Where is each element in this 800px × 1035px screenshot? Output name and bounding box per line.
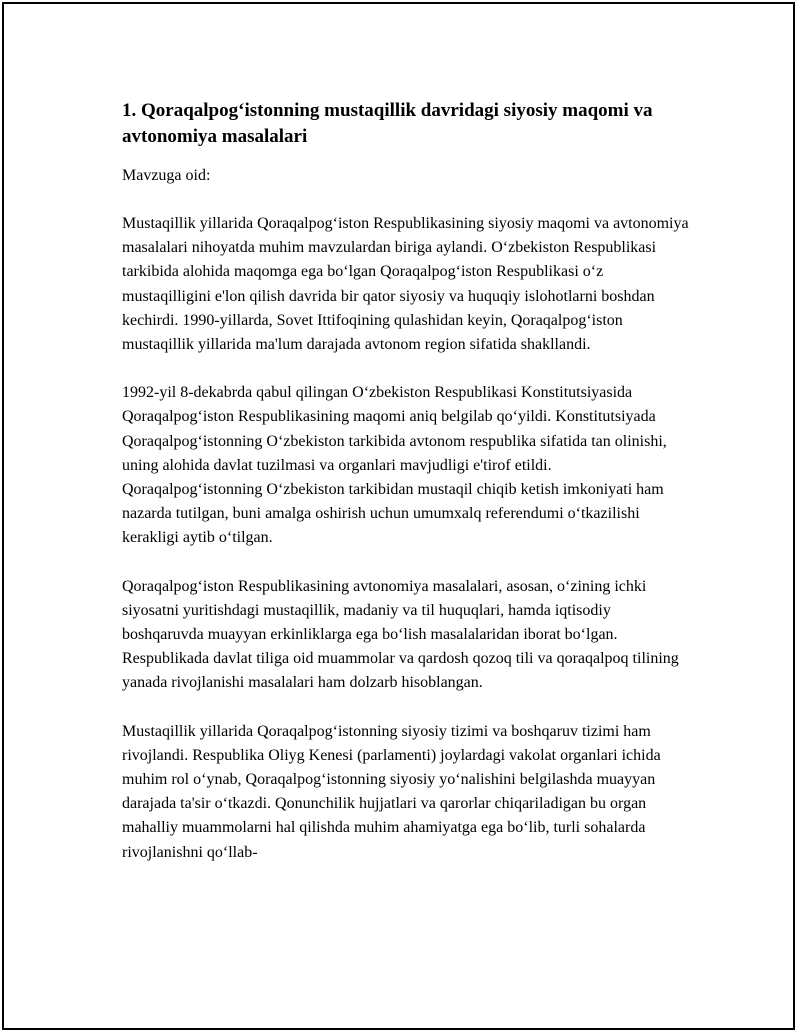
paragraph-2: 1992-yil 8-dekabrda qabul qilingan O‘zbekiston Respublikasi Konstitutsiyasida Qoraqalpog‘iston Respublikasining maqomi aniq belgilab qo‘yildi. Konstitutsiyada Qoraqalpog‘istonning O‘zbekiston tarkibida avtonom respublika sifatida tan olinishi, uning alohida davlat tuzilmasi va organlari mavjudligi e'tirof etildi. Qoraqalpog‘istonning O‘zbekiston tarkibidan mustaqil chiqib ketish imkoniyati ham nazarda tutilgan, buni amalga oshirish uchun umumxalq referendumi o‘tkazilishi kerakligi aytib o‘tilgan.	[122, 384, 667, 547]
paragraph-4: Mustaqillik yillarida Qoraqalpog‘istonning siyosiy tizimi va boshqaruv tizimi ham rivojlandi. Respublika Oliyg Kenesi (parlamenti) joylardagi vakolat organlari ichida muhim rol o‘ynab, Qoraqalpog‘istonning siyosiy yo‘nalishini belgilashda muayyan darajada ta'sir o‘tkazdi. Qonunchilik hujjatlari va qarorlar chiqariladigan bu organ mahalliy muammolarni hal qilishda muhim ahamiyatga ega bo‘lib, turli sohalarda rivojlanishni qo‘llab-	[122, 722, 661, 861]
document-title: 1. Qoraqalpog‘istonning mustaqillik davridagi siyosiy maqomi va avtonomiya masalalari	[122, 100, 653, 147]
paragraph-1: Mustaqillik yillarida Qoraqalpog‘iston Respublikasining siyosiy maqomi va avtonomiya masalalari nihoyatda muhim mavzulardan biriga aylandi. O‘zbekiston Respublikasi tarkibida alohida maqomga ega bo‘lgan Qoraqalpog‘iston Respublikasi o‘z mustaqilligini e'lon qilish davrida bir qator siyosiy va huquqiy islohotlarni boshdan kechirdi. 1990-yillarda, Sovet Ittifoqining qulashidan keyin, Qoraqalpog‘iston mustaqillik yillarida ma'lum darajada avtonom region sifatida shakllandi.	[122, 215, 689, 354]
paragraph-3: Qoraqalpog‘iston Respublikasining avtonomiya masalalari, asosan, o‘zining ichki siyosatni yuritishdagi mustaqillik, madaniy va til huquqlari, hamda iqtisodiy boshqaruvda muayyan erkinliklarga ega bo‘lish masalalaridan iborat bo‘lgan. Respublikada davlat tiliga oid muammolar va qardosh qozoq tili va qoraqalpoq tilining yanada rivojlanishi masalalari ham dolzarb hisoblangan.	[122, 577, 679, 692]
document-body	[122, 98, 692, 889]
page-frame	[2, 2, 795, 1030]
topic-label: Mavzuga oid:	[122, 167, 211, 184]
